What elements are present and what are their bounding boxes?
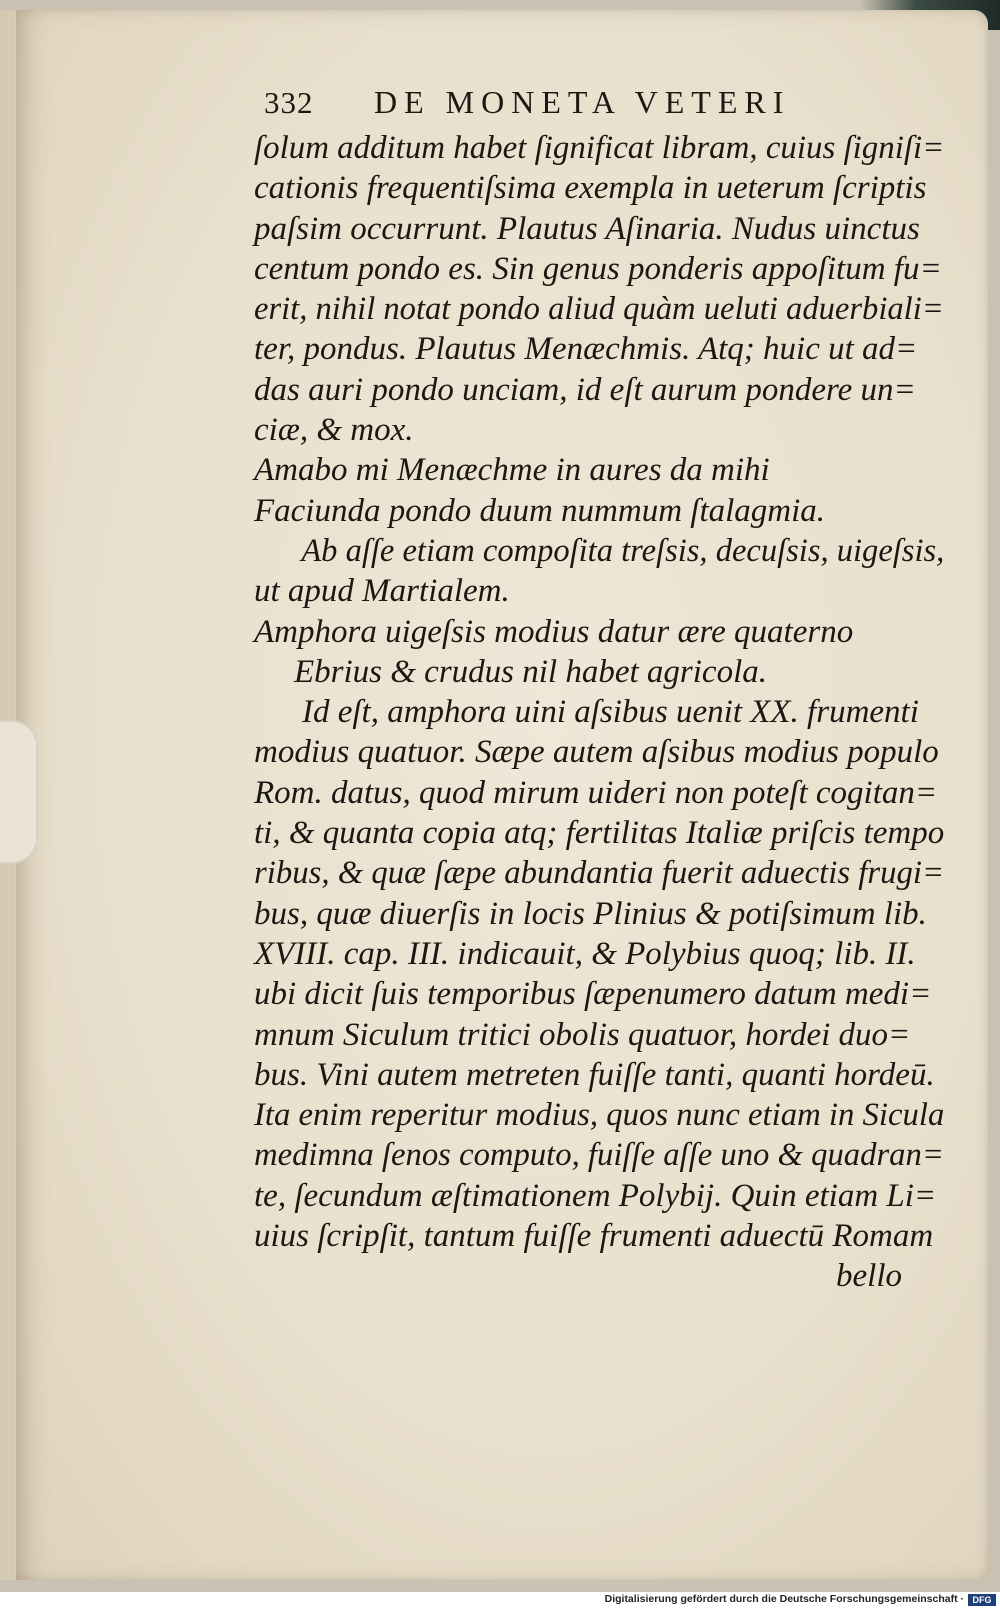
text-line: bus, quæ diuerſis in locis Plinius & potiſsimum lib. xyxy=(254,895,927,932)
text-line: ubi dicit ſuis temporibus ſæpenumero datum medi= xyxy=(254,976,932,1013)
text-line: centum pondo es. Sin genus ponderis appoſitum fu= xyxy=(254,250,942,287)
text-line: modius quatuor. Sæpe autem aſsibus modius populo xyxy=(254,734,939,771)
text-line: ribus, & quæ ſæpe abundantia fuerit aduectis frugi= xyxy=(254,855,945,892)
text-line: XVIII. cap. III. indicauit, & Polybius quoq; lib. II. xyxy=(254,935,916,972)
verse-line: Amabo mi Menæchme in aures da mihi xyxy=(254,452,770,489)
verse-line: Amphora uigeſsis modius datur ære quaterno xyxy=(254,613,854,650)
catchword: bello xyxy=(836,1258,902,1295)
text-line: ciæ, & mox. xyxy=(254,412,414,449)
dfg-logo: DFG xyxy=(968,1594,996,1606)
text-line: Ita enim reperitur modius, quos nunc etiam in Sicula xyxy=(254,1097,945,1134)
text-line: Rom. datus, quod mirum uideri non poteſt cogitan= xyxy=(254,774,938,811)
text-line: paſsim occurrunt. Plautus Aſinaria. Nudus uinctus xyxy=(254,210,920,247)
dfg-credit-text: Digitalisierung gefördert durch die Deutsche Forschungsgemeinschaft · xyxy=(604,1593,964,1605)
text-line: medimna ſenos computo, fuiſſe aſſe uno & quadran= xyxy=(254,1137,944,1174)
text-line: uius ſcripſit, tantum fuiſſe frumenti aduectū Romam xyxy=(254,1218,934,1255)
digitization-footer xyxy=(0,1592,1000,1609)
text-line: Id eſt, amphora uini aſsibus uenit XX. frumenti xyxy=(302,694,919,731)
verse-line: Faciunda pondo duum nummum ſtalagmia. xyxy=(254,492,826,529)
text-line: mnum Siculum tritici obolis quatuor, hordei duo= xyxy=(254,1016,911,1053)
page-tab-marker xyxy=(0,720,38,864)
text-line: Ab aſſe etiam compoſita treſsis, decuſsis, uigeſsis, xyxy=(301,532,945,569)
text-line: ti, & quanta copia atq; fertilitas Italiæ priſcis tempo xyxy=(254,815,945,852)
page-number: 332 xyxy=(264,85,314,120)
running-title: DE MONETA VETERI xyxy=(374,84,791,120)
text-line: ter, pondus. Plautus Menæchmis. Atq; huic ut ad= xyxy=(254,331,918,368)
body-text xyxy=(254,128,944,1297)
text-line: cationis frequentiſsima exempla in ueterum ſcriptis xyxy=(254,170,927,207)
text-line: ut apud Martialem. xyxy=(254,573,510,610)
running-header xyxy=(264,84,864,128)
text-line: ſolum additum habet ſignificat libram, cuius ſigniſi= xyxy=(254,130,945,166)
text-line: erit, nihil notat pondo aliud quàm ueluti aduerbiali= xyxy=(254,291,944,328)
verse-line: Ebrius & crudus nil habet agricola. xyxy=(294,653,767,690)
text-line: das auri pondo unciam, id eſt aurum pondere un= xyxy=(254,371,916,408)
text-line: bus. Vini autem metreten fuiſſe tanti, quanti hordeū. xyxy=(254,1056,935,1093)
text-line: te, ſecundum æſtimationem Polybij. Quin etiam Li= xyxy=(254,1177,937,1214)
